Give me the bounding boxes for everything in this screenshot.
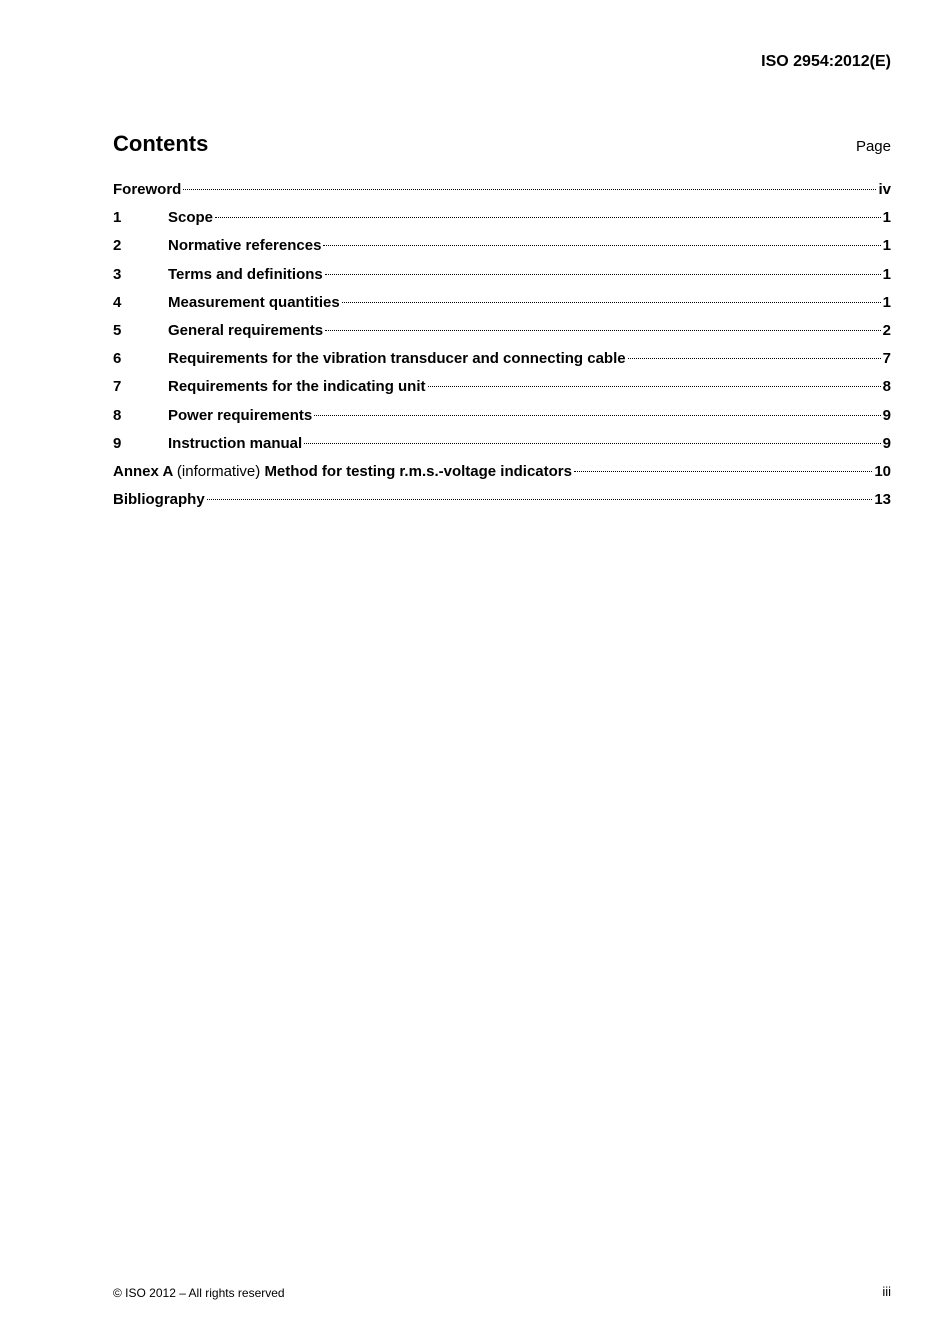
toc-entry-bibliography[interactable] [113, 491, 891, 519]
toc-entry-foreword[interactable] [113, 181, 891, 209]
toc-entry-general-requirements[interactable] [113, 322, 891, 350]
toc-leader-dots [314, 415, 880, 416]
annex-title: Method for testing r.m.s.-voltage indicators [264, 462, 572, 480]
toc-leader-dots [428, 386, 881, 387]
toc-entry-page: 1 [882, 209, 891, 227]
toc-entry-number: 4 [113, 293, 122, 311]
toc-entry-page: 1 [882, 265, 891, 283]
toc-entry-page: 13 [874, 491, 891, 509]
footer-page-number: iii [882, 1284, 891, 1299]
toc-leader-dots [183, 189, 876, 190]
toc-heading: Contents [113, 131, 209, 156]
toc-entry-title: Scope [168, 209, 214, 227]
toc-entry-page: 2 [882, 321, 891, 339]
toc-entry-vibration-transducer[interactable] [113, 350, 891, 378]
toc-entry-title: Terms and definitions [168, 265, 323, 283]
toc-entry-page: 8 [882, 378, 891, 396]
toc-entry-page: 9 [882, 434, 891, 452]
toc-entry-normative-references[interactable] [113, 237, 891, 265]
toc-leader-dots [215, 217, 881, 218]
toc-entry-title [113, 463, 572, 480]
annex-type: (informative) [176, 462, 261, 480]
toc-leader-dots [304, 443, 880, 444]
toc-entry-number: 2 [113, 237, 122, 255]
toc-entry-title: Requirements for the indicating unit [168, 378, 426, 396]
toc-entry-number: 9 [113, 434, 122, 452]
toc-entry-title: Foreword [113, 181, 182, 198]
toc-entry-title: Power requirements [168, 406, 313, 424]
toc-entry-title: Measurement quantities [168, 293, 340, 311]
toc-entry-title: Requirements for the vibration transducer and connecting cable [168, 350, 626, 368]
toc-entry-number: 5 [113, 321, 122, 339]
toc-entry-number: 1 [113, 209, 122, 227]
toc-entry-number: 7 [113, 378, 122, 396]
toc-entry-page: 1 [882, 237, 891, 255]
toc-leader-dots [325, 274, 881, 275]
toc-entry-number: 6 [113, 350, 122, 368]
toc-entry-power-requirements[interactable] [113, 407, 891, 435]
document-header-id: ISO 2954:2012(E) [761, 53, 891, 70]
toc-entry-title: Instruction manual [168, 434, 303, 452]
toc-entry-number: 3 [113, 265, 122, 283]
toc-entry-page: 1 [882, 293, 891, 311]
toc-entry-title: Normative references [168, 237, 322, 255]
toc-entry-instruction-manual[interactable] [113, 435, 891, 463]
toc-entry-indicating-unit[interactable] [113, 378, 891, 406]
toc-entry-page: 9 [882, 406, 891, 424]
toc-leader-dots [342, 302, 881, 303]
toc-leader-dots [207, 499, 873, 500]
table-of-contents [113, 181, 891, 519]
toc-entry-number: 8 [113, 406, 122, 424]
toc-entry-annex-a[interactable] [113, 463, 891, 491]
toc-entry-title: Bibliography [113, 491, 205, 509]
toc-leader-dots [574, 471, 872, 472]
toc-entry-page: iv [878, 181, 891, 198]
toc-leader-dots [325, 330, 881, 331]
footer-copyright: © ISO 2012 – All rights reserved [113, 1286, 285, 1300]
toc-leader-dots [323, 245, 880, 246]
annex-label: Annex A [113, 462, 173, 480]
toc-entry-page: 7 [882, 350, 891, 368]
toc-leader-dots [628, 358, 881, 359]
toc-entry-scope[interactable] [113, 209, 891, 237]
toc-entry-terms-and-definitions[interactable] [113, 266, 891, 294]
page-column-label: Page [855, 138, 891, 155]
toc-entry-title: General requirements [168, 321, 324, 339]
toc-entry-measurement-quantities[interactable] [113, 294, 891, 322]
toc-entry-page: 10 [874, 462, 891, 480]
